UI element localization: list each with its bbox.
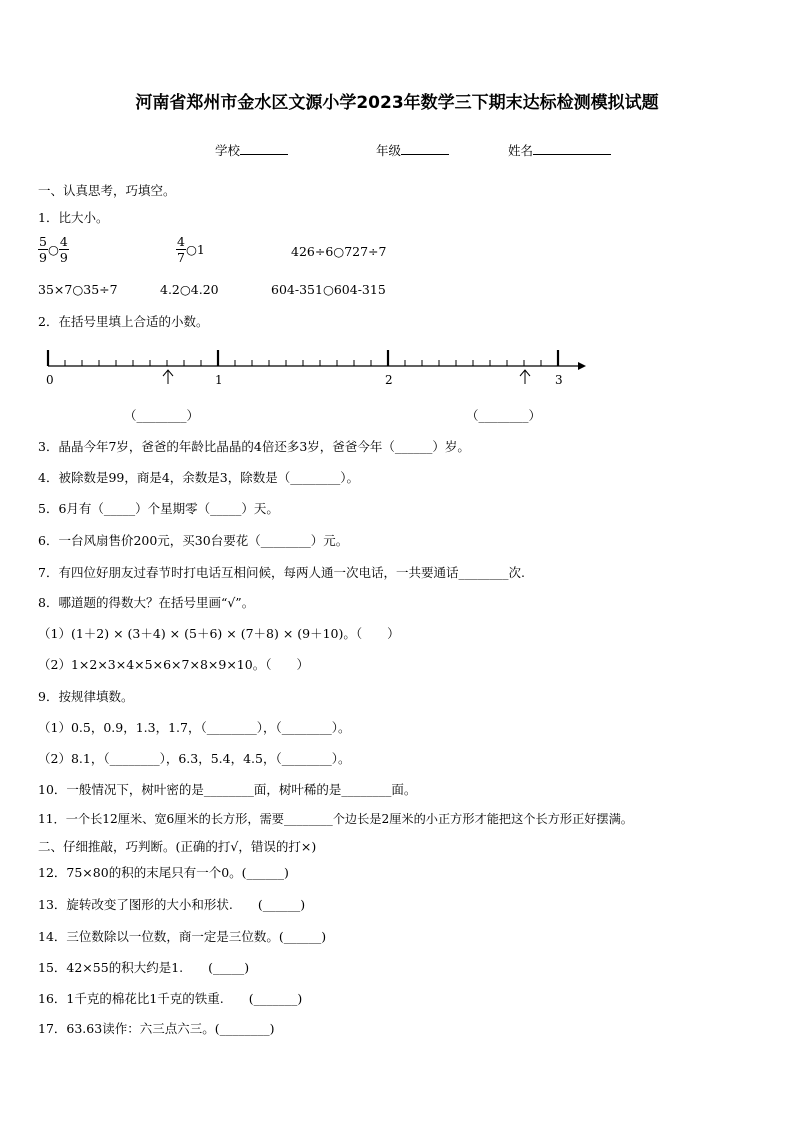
tick-label-2: 2 (385, 373, 393, 387)
name-field (508, 141, 611, 159)
q1-item2 (176, 234, 205, 265)
compare-circle[interactable]: ○ (47, 242, 59, 257)
up-arrow-icon (520, 370, 530, 384)
q16: 16．1千克的棉花比1千克的铁重. (_______) (38, 991, 303, 1006)
q9-sub2: （2）8.1，（________），6.3，5.4，4.5，（________）。 (38, 751, 351, 766)
q2-blank-left[interactable]: （________） (124, 408, 200, 423)
school-label: 学校 (215, 143, 241, 158)
denominator: 9 (39, 250, 47, 265)
grade-field (376, 141, 449, 159)
up-arrow-icon (163, 370, 173, 384)
fraction (59, 234, 69, 265)
q1-item3: 426÷6○727÷7 (291, 244, 387, 259)
axis-arrow-icon (578, 362, 586, 370)
q17: 17．63.63读作：六三点六三。(________) (38, 1021, 275, 1036)
q1-item4: 35×7○35÷7 (38, 282, 118, 297)
q8-sub1: （1）(1＋2) × (3＋4) × (5＋6) × (7＋8) × (9＋10)。（ ） (38, 626, 400, 641)
school-blank[interactable] (240, 143, 288, 155)
tick-label-3: 3 (555, 373, 563, 387)
denominator: 7 (177, 250, 185, 265)
q1-item1 (38, 234, 69, 265)
grade-label: 年级 (376, 143, 402, 158)
q6: 6．一台风扇售价200元，买30台要花（________）元。 (38, 533, 349, 548)
section1-heading: 一、认真思考，巧填空。 (38, 183, 176, 198)
compare-circle[interactable]: ○1 (185, 242, 205, 257)
fraction (176, 234, 186, 265)
q5: 5．6月有（_____）个星期零（_____）天。 (38, 501, 279, 516)
section2-heading: 二、仔细推敲，巧判断。(正确的打√，错误的打×) (38, 839, 317, 854)
q8-label: 8．哪道题的得数大？在括号里画“√”。 (38, 595, 255, 610)
q15: 15．42×55的积大约是1. (_____) (38, 960, 250, 975)
q9-sub1: （1）0.5，0.9，1.3，1.7，（________），（________）。 (38, 720, 351, 735)
q9-label: 9．按规律填数。 (38, 689, 134, 704)
q11: 11．一个长12厘米、宽6厘米的长方形，需要________个边长是2厘米的小正方形才能把这个长方形正好摆满。 (38, 812, 633, 826)
q8-sub2: （2）1×2×3×4×5×6×7×8×9×10。（ ） (38, 657, 309, 672)
numerator: 4 (59, 234, 68, 249)
name-label: 姓名 (508, 143, 534, 158)
denominator: 9 (59, 250, 68, 265)
q12: 12．75×80的积的末尾只有一个0。(______) (38, 865, 289, 880)
tick-label-0: 0 (46, 373, 54, 387)
q10: 10．一般情况下，树叶密的是________面，树叶稀的是________面。 (38, 782, 417, 797)
numerator: 4 (177, 234, 185, 249)
fraction (38, 234, 48, 265)
q1-label: 1．比大小。 (38, 210, 109, 225)
q2-label: 2．在括号里填上合适的小数。 (38, 314, 209, 329)
q1-item6: 604-351○604-315 (271, 282, 386, 297)
q4: 4．被除数是99，商是4，余数是3，除数是（________）。 (38, 470, 360, 485)
q1-item5: 4.2○4.20 (160, 282, 219, 297)
ticks (48, 350, 558, 366)
q7: 7．有四位好朋友过春节时打电话互相问候，每两人通一次电话，一共要通话________次. (38, 565, 525, 580)
tick-label-1: 1 (215, 373, 223, 387)
name-blank[interactable] (533, 143, 611, 155)
grade-blank[interactable] (401, 143, 449, 155)
q3: 3．晶晶今年7岁，爸爸的年龄比晶晶的4倍还多3岁，爸爸今年（______）岁。 (38, 439, 470, 454)
number-line (30, 344, 590, 394)
page-title: 河南省郑州市金水区文源小学2023年数学三下期末达标检测模拟试题 (135, 93, 659, 113)
q14: 14．三位数除以一位数，商一定是三位数。(______) (38, 929, 327, 944)
q13: 13．旋转改变了图形的大小和形状. (______) (38, 897, 306, 912)
school-field (215, 141, 288, 159)
q2-blank-right[interactable]: （________） (466, 408, 542, 423)
numerator: 5 (39, 234, 47, 249)
